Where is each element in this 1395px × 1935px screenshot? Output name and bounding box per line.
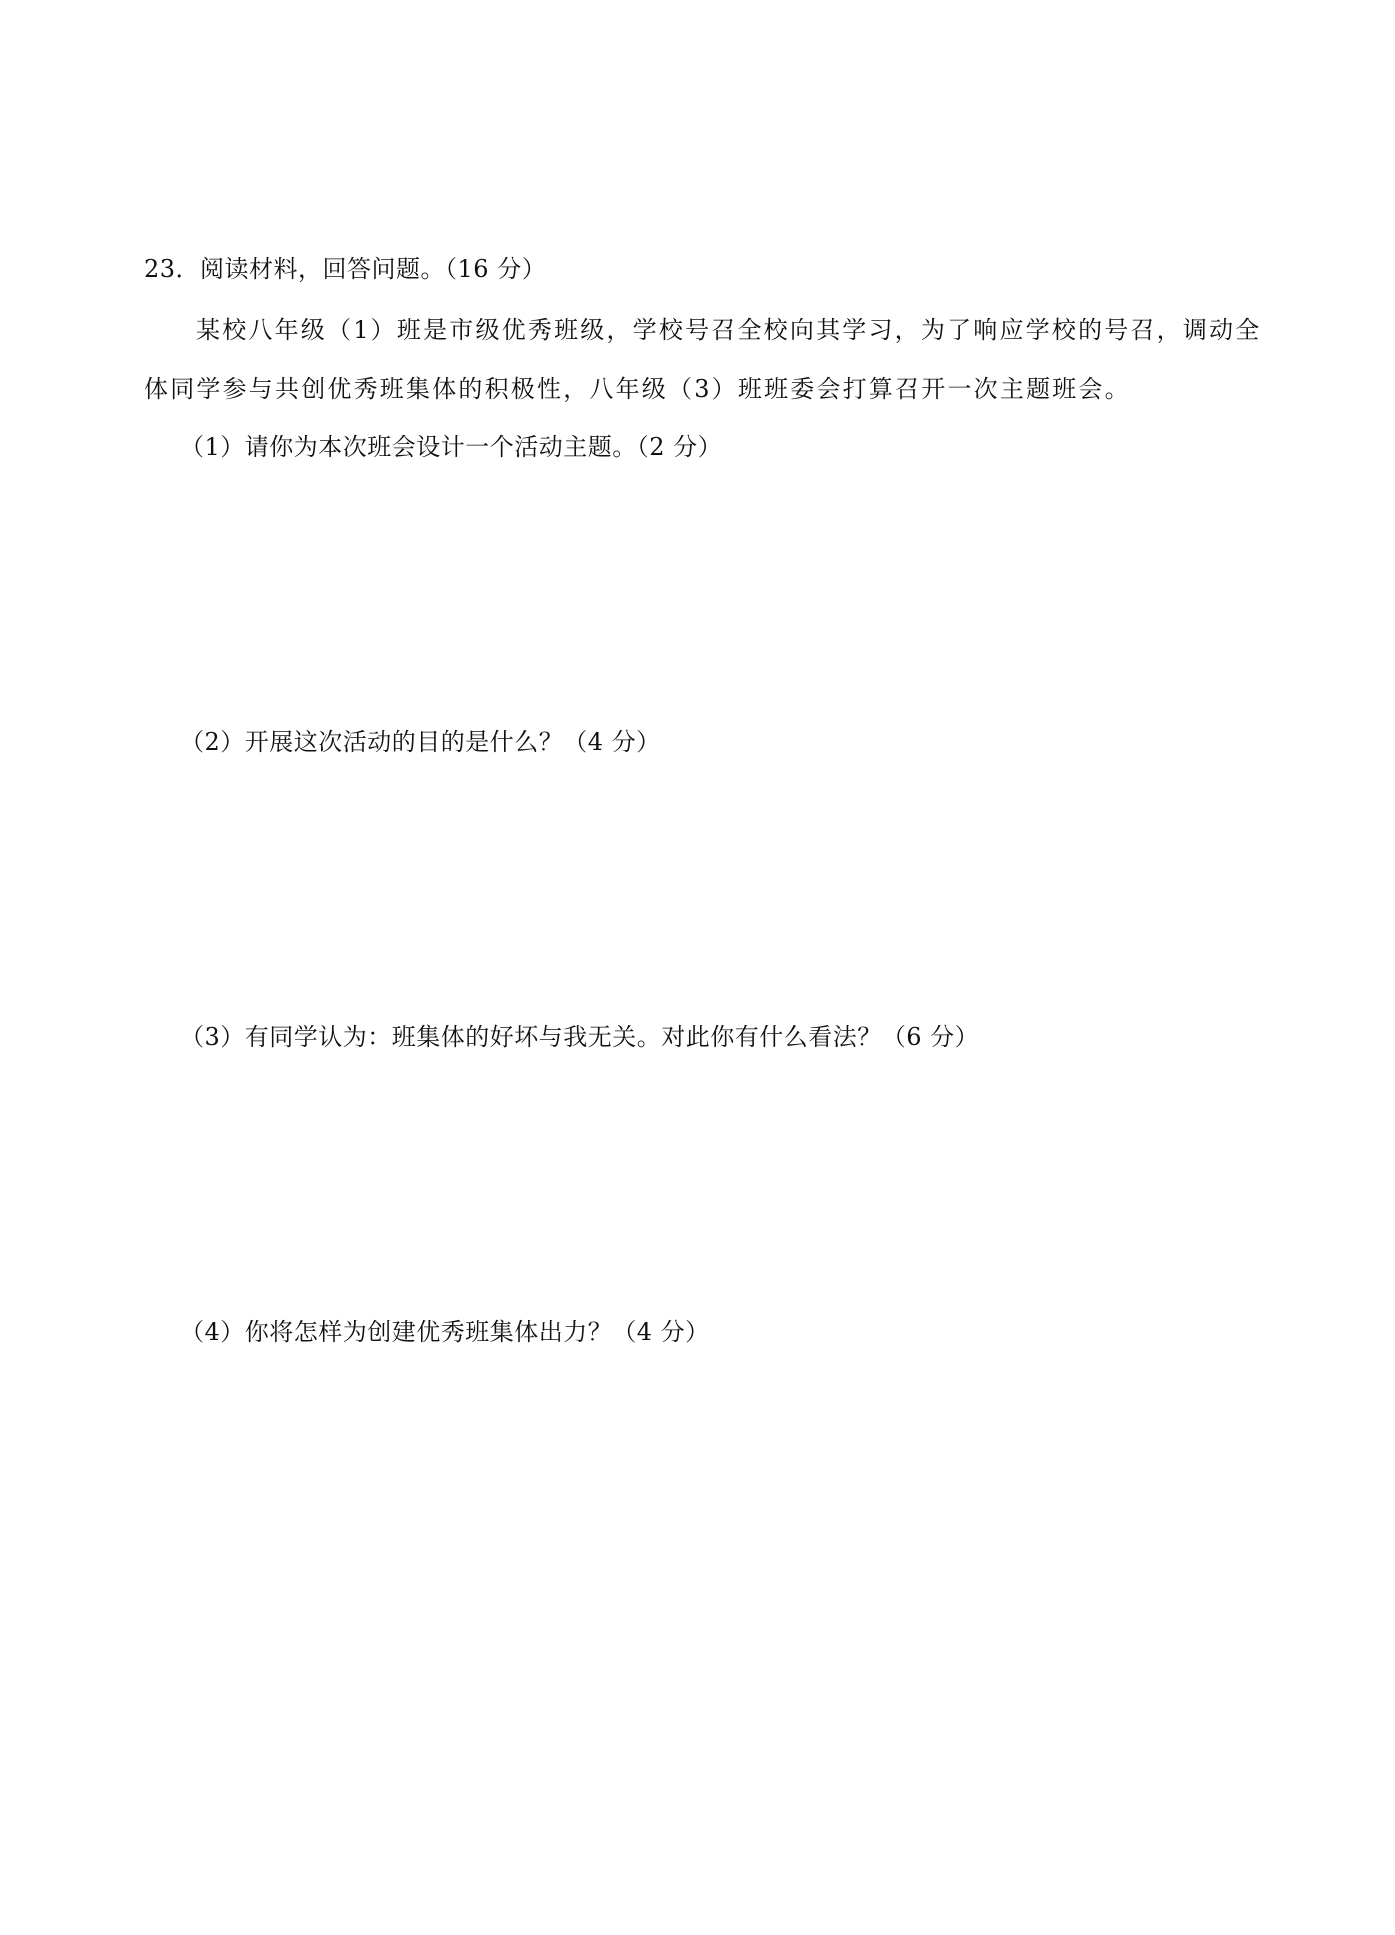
sub-question-2: （2）开展这次活动的目的是什么？（4 分） [180, 728, 661, 756]
material-line-1: 某校八年级（1）班是市级优秀班级，学校号召全校向其学习，为了响应学校的号召，调动全 [196, 316, 1262, 344]
sub-question-4: （4）你将怎样为创建优秀班集体出力？（4 分） [180, 1318, 710, 1346]
sub-question-1: （1）请你为本次班会设计一个活动主题。（2 分） [180, 433, 723, 461]
material-line-2: 体同学参与共创优秀班集体的积极性，八年级（3）班班委会打算召开一次主题班会。 [144, 375, 1131, 403]
sub-question-3: （3）有同学认为：班集体的好坏与我无关。对此你有什么看法？（6 分） [180, 1023, 980, 1051]
question-title: 23．阅读材料，回答问题。（16 分） [144, 255, 547, 283]
